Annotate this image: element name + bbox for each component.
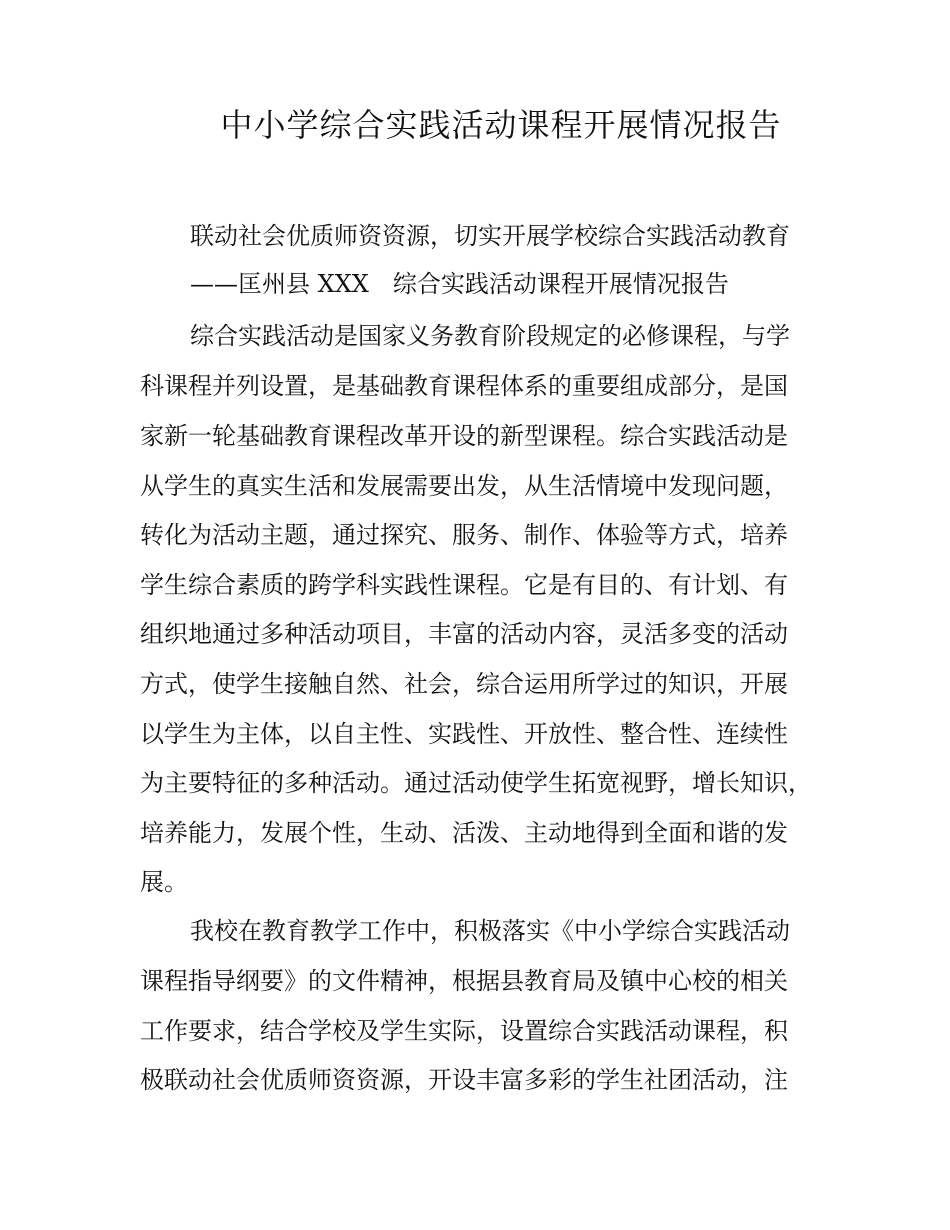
paragraph-line: 方式，使学生接触自然、社会，综合运用所学过的知识，开展 (140, 670, 788, 698)
paragraph-line: 科课程并列设置，是基础教育课程体系的重要组成部分，是国 (140, 372, 788, 400)
paragraph-line: 展。 (140, 868, 188, 896)
paragraph-line: 培养能力，发展个性，生动、活泼、主动地得到全面和谐的发 (140, 819, 788, 847)
paragraph-line: 工作要求，结合学校及学生实际，设置综合实践活动课程，积 (140, 1017, 788, 1045)
paragraph-line: 我校在教育教学工作中，积极落实《中小学综合实践活动 (190, 917, 790, 945)
paragraph-line: 学生综合素质的跨学科实践性课程。它是有目的、有计划、有 (140, 571, 788, 599)
paragraph-line: 综合实践活动是国家义务教育阶段规定的必修课程，与学 (190, 322, 790, 350)
paragraph-line: 转化为活动主题，通过探究、服务、制作、体验等方式，培养 (140, 521, 788, 549)
paragraph-line: 组织地通过多种活动项目，丰富的活动内容，灵活多变的活动 (140, 620, 788, 648)
paragraph-line: 极联动社会优质师资资源，开设丰富多彩的学生社团活动，注 (140, 1066, 788, 1094)
paragraph-line: 家新一轮基础教育课程改革开设的新型课程。综合实践活动是 (140, 422, 788, 450)
document-title: 中小学综合实践活动课程开展情况报告 (220, 106, 782, 144)
subtitle-line-2: ——匡州县 XXX 综合实践活动课程开展情况报告 (190, 270, 729, 298)
paragraph-line: 为主要特征的多种活动。通过活动使学生拓宽视野，增长知识， (140, 769, 812, 797)
paragraph-line: 课程指导纲要》的文件精神，根据县教育局及镇中心校的相关 (140, 967, 788, 995)
subtitle-line-1: 联动社会优质师资资源，切实开展学校综合实践活动教育 (190, 222, 790, 250)
paragraph-line: 从学生的真实生活和发展需要出发，从生活情境中发现问题， (140, 472, 788, 500)
paragraph-line: 以学生为主体，以自主性、实践性、开放性、整合性、连续性 (140, 720, 788, 748)
